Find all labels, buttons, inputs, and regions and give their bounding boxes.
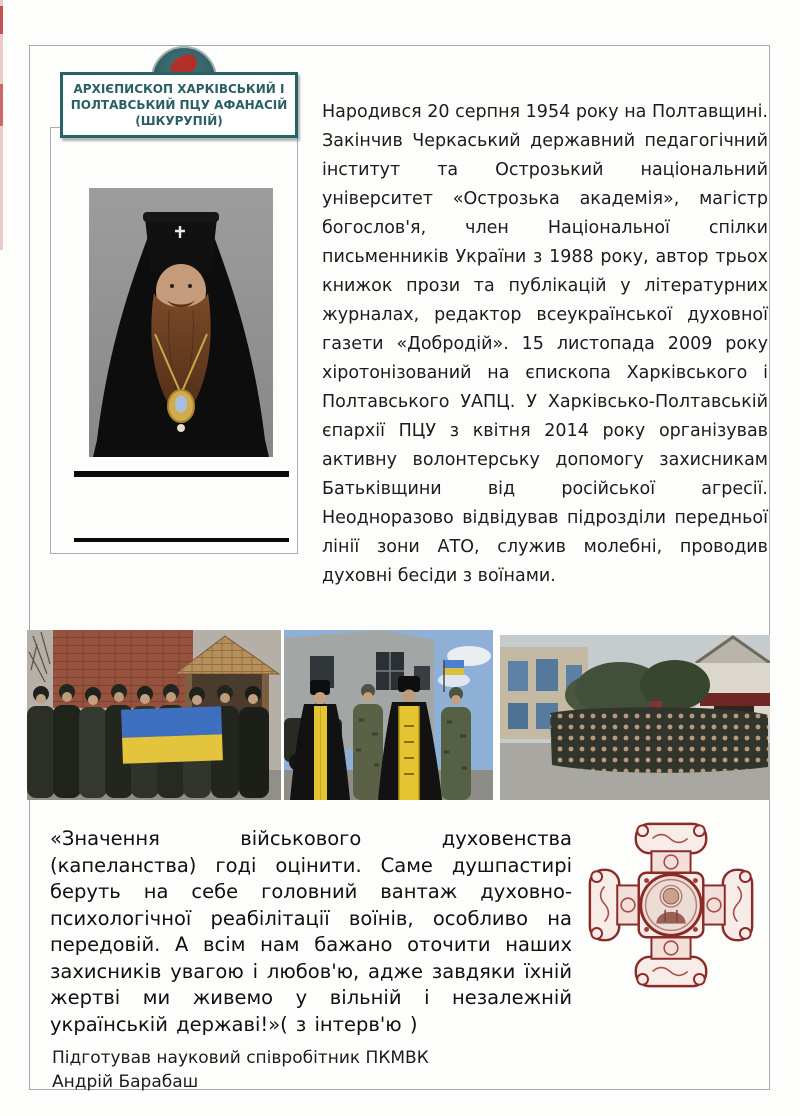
cross-medallion bbox=[641, 875, 702, 936]
footer-credit: Підготував науковий співробітник ПКМВК Андрій Барабаш bbox=[52, 1048, 429, 1092]
page-title-line: (ШКУРУПІЙ) bbox=[135, 114, 223, 128]
portrait-illustration bbox=[89, 188, 273, 457]
scan-artifact-mark bbox=[0, 6, 3, 34]
photo-group-of-soldiers bbox=[500, 635, 770, 800]
divider-line-thick bbox=[74, 471, 289, 477]
photo-chaplains-and-soldiers bbox=[284, 630, 493, 800]
crowd bbox=[550, 707, 768, 773]
page-title-line: ПОЛТАВСЬКИЙ ПЦУ АФАНАСІЙ bbox=[70, 98, 288, 112]
portrait-photo bbox=[89, 188, 273, 457]
page-title-line: АРХІЄПИСКОП ХАРКІВСЬКИЙ І bbox=[73, 82, 285, 96]
title-box bbox=[60, 72, 298, 138]
scan-artifact-mark bbox=[0, 84, 3, 126]
divider-line-thin bbox=[74, 538, 289, 542]
biography-text: Народився 20 серпня 1954 року на Полтавщині. Закінчив Черкаський державний педагогічний інститут та Острозький національний університет «Острозька академія», магістр богослов'я, член Національної спілки письменників України з 1988 року, автор трьох книжок прози та публікацій у літературних журналах, редактор всеукраїнської духовної газети «Добродій». 15 листопада 2009 року хіротонізований на єпископа Харківського і Полтавського УАПЦ. У Харківсько-Полтавській єпархії ПЦУ з квітня 2014 року організував активну волонтерську допомогу захисникам Батьківщини від російської агресії. Неодноразово відвідував підрозділи передньої лінії зони АТО, служив молебні, проводив духовні бесіди з воїнами. bbox=[322, 102, 768, 586]
orthodox-cross-ornament bbox=[583, 818, 759, 992]
photo-soldiers-with-flag bbox=[27, 630, 281, 800]
quote-text: «Значення військового духовенства (капеланства) годі оцінити. Саме душпастирі беруть на себе головний вантаж духовно-психологічної реабілітації воїнів, особливо на передовій. А всім нам бажано оточити наших захисників увагою і любов'ю, адже завдяки їхній жертві ми живемо у вільній і незалежній українській державі!»( з інтерв'ю ) bbox=[50, 827, 572, 1036]
flag-ukraine bbox=[121, 706, 223, 763]
